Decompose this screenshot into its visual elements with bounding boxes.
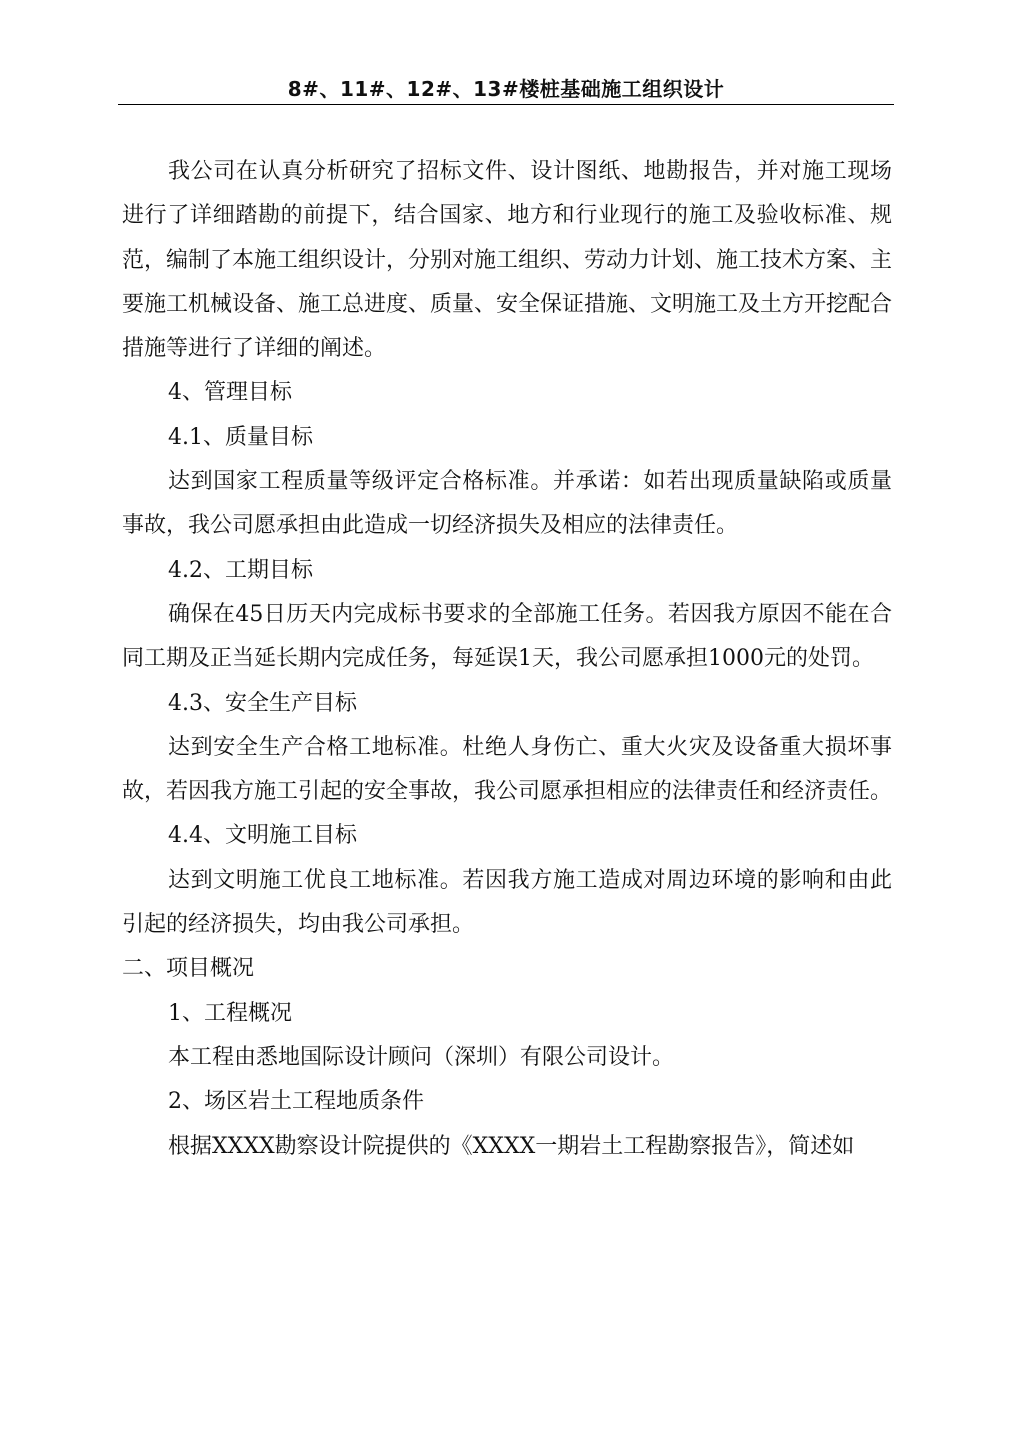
header-divider xyxy=(118,104,894,105)
quality-goal-paragraph: 达到国家工程质量等级评定合格标准。并承诺：如若出现质量缺陷或质量事故，我公司愿承担由此造成一切经济损失及相应的法律责任。 xyxy=(122,469,892,539)
schedule-goal-paragraph: 确保在45日历天内完成标书要求的全部施工任务。若因我方原因不能在合同工期及正当延长期内完成任务，每延误1天，我公司愿承担1000元的处罚。 xyxy=(122,601,892,672)
page-header-title: 8#、11#、12#、13#楼桩基础施工组织设计 xyxy=(287,77,725,101)
safety-goal-paragraph: 达到安全生产合格工地标准。杜绝人身伤亡、重大火灾及设备重大损坏事故，若因我方施工引起的安全事故，我公司愿承担相应的法律责任和经济责任。 xyxy=(122,734,893,805)
heading-management-goals: 4、管理目标 xyxy=(168,380,292,406)
heading-civilized-construction-goal: 4.4、文明施工目标 xyxy=(168,823,357,849)
intro-paragraph: 我公司在认真分析研究了招标文件、设计图纸、地勘报告，并对施工现场进行了详细踏勘的前提下，结合国家、地方和行业现行的施工及验收标准、规范，编制了本施工组织设计，分别对施工组织、劳动力计划、施工技术方案、主要施工机械设备、施工总进度、质量、安全保证措施、文明施工及土方开挖配合措施等进行了详细的阐述。 xyxy=(122,159,893,362)
document-body xyxy=(122,150,892,1169)
engineering-overview-paragraph: 本工程由悉地国际设计顾问（深圳）有限公司设计。 xyxy=(168,1044,675,1070)
heading-engineering-overview: 1、工程概况 xyxy=(168,1000,292,1026)
heading-quality-goal: 4.1、质量目标 xyxy=(168,424,313,450)
heading-geological-conditions: 2、场区岩土工程地质条件 xyxy=(168,1089,424,1115)
heading-project-overview: 二、项目概况 xyxy=(122,956,255,982)
civilized-construction-paragraph: 达到文明施工优良工地标准。若因我方施工造成对周边环境的影响和由此引起的经济损失，均由我公司承担。 xyxy=(122,867,892,938)
geological-conditions-paragraph: 根据XXXX勘察设计院提供的《XXXX一期岩土工程勘察报告》，简述如 xyxy=(168,1133,855,1159)
heading-safety-goal: 4.3、安全生产目标 xyxy=(168,690,357,716)
heading-schedule-goal: 4.2、工期目标 xyxy=(168,557,313,583)
